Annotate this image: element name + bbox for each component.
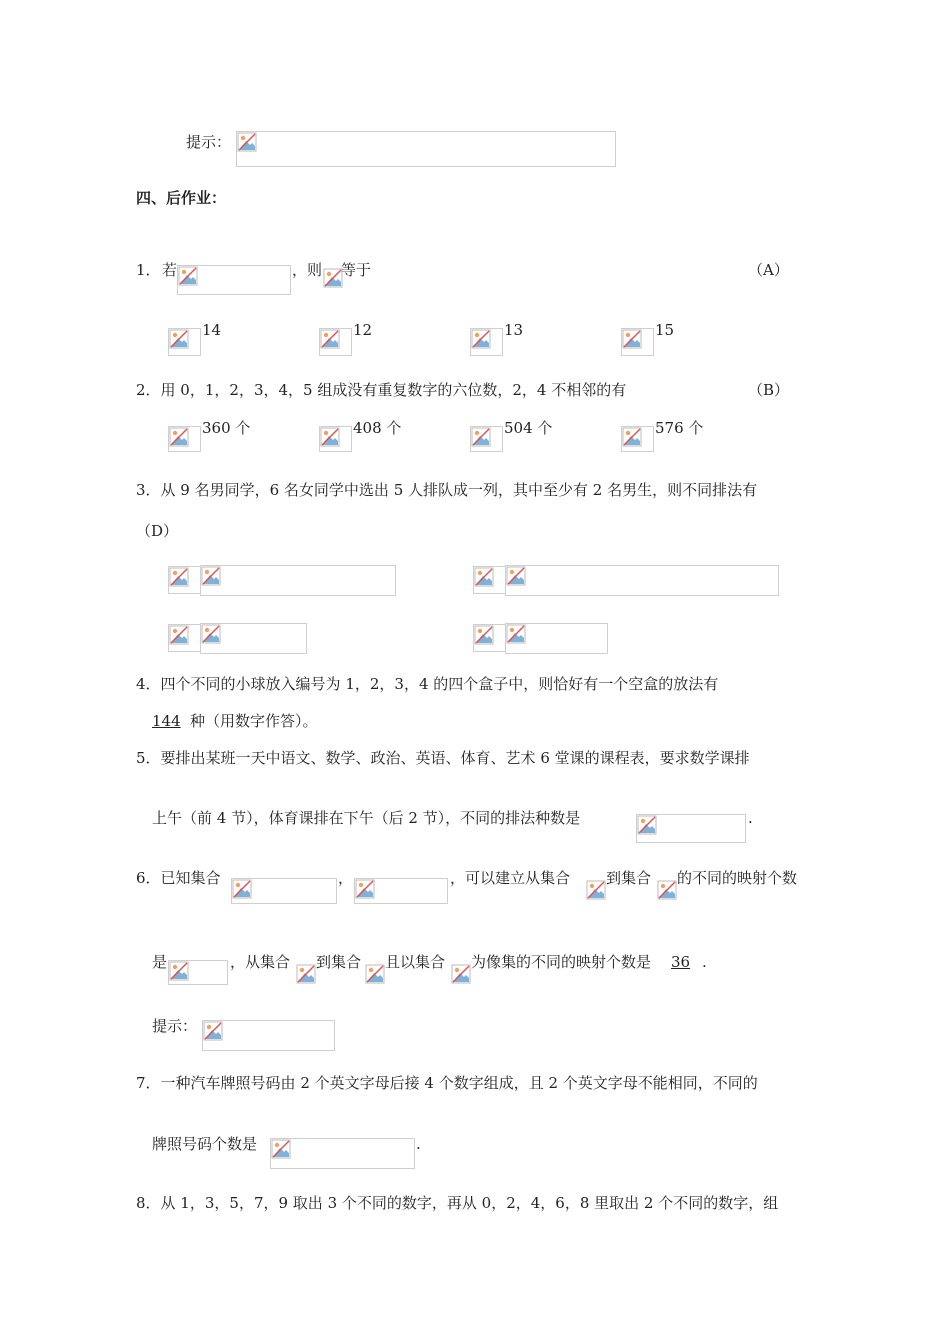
q5-dot: . bbox=[748, 809, 753, 827]
formula-image bbox=[168, 960, 228, 985]
broken-image-icon bbox=[203, 1021, 223, 1041]
formula-image bbox=[323, 268, 341, 288]
q1-number: 1． bbox=[136, 261, 161, 279]
q6-text-b: ，可以建立从集合 bbox=[450, 869, 571, 887]
broken-image-icon bbox=[637, 815, 657, 835]
formula-image bbox=[200, 565, 396, 596]
q5-line2: 上午（前 4 节），体育课排在下午（后 2 节），不同的排法种数是 bbox=[152, 809, 581, 827]
q1-option-c: 13 bbox=[504, 321, 524, 339]
broken-image-icon bbox=[320, 427, 340, 447]
q2-option-b: 408 个 bbox=[353, 419, 402, 437]
q2-option-a: 360 个 bbox=[202, 419, 251, 437]
formula-image bbox=[586, 880, 606, 902]
q5-line1: 5．要排出某班一天中语文、数学、政治、英语、体育、艺术 6 堂课的课程表，要求数学课排 bbox=[136, 749, 750, 767]
broken-image-icon bbox=[474, 567, 494, 587]
q4-tail: 种（用数字作答）。 bbox=[190, 712, 318, 730]
q1-text-c: 等于 bbox=[341, 261, 372, 279]
broken-image-icon bbox=[474, 625, 494, 645]
broken-image-icon bbox=[169, 329, 189, 349]
q6-text-c: 到集合 bbox=[606, 869, 652, 887]
q6-dot: . bbox=[702, 953, 707, 971]
option-image bbox=[168, 426, 201, 452]
broken-image-icon bbox=[169, 961, 189, 981]
hint-label: 提示： bbox=[152, 1017, 198, 1035]
hint-label: 提示： bbox=[186, 133, 232, 151]
formula-image bbox=[177, 265, 291, 295]
broken-image-icon bbox=[201, 624, 221, 644]
option-image bbox=[168, 566, 201, 594]
q7-dot: . bbox=[416, 1135, 421, 1153]
broken-image-icon bbox=[365, 964, 385, 984]
formula-image bbox=[200, 623, 307, 654]
q3-line2: （D） bbox=[136, 522, 179, 540]
section-heading: 四、后作业： bbox=[136, 189, 227, 207]
formula-image bbox=[296, 964, 316, 986]
option-image bbox=[470, 426, 503, 452]
q6-text-a: 6．已知集合 bbox=[136, 869, 221, 887]
option-image bbox=[621, 328, 654, 356]
q1-text-a: 若 bbox=[162, 261, 178, 279]
broken-image-icon bbox=[169, 567, 189, 587]
broken-image-icon bbox=[296, 964, 316, 984]
q2-option-d: 576 个 bbox=[655, 419, 704, 437]
q1-option-a: 14 bbox=[202, 321, 222, 339]
broken-image-icon bbox=[320, 329, 340, 349]
broken-image-icon bbox=[622, 427, 642, 447]
broken-image-icon bbox=[451, 964, 471, 984]
q2-answer: （B） bbox=[748, 381, 790, 399]
q4-line1: 4．四个不同的小球放入编号为 1，2，3，4 的四个盒子中，则恰好有一个空盒的放法有 bbox=[136, 675, 719, 693]
q6-text-g: 到集合 bbox=[316, 953, 362, 971]
broken-image-icon bbox=[657, 880, 677, 900]
q7-line2: 牌照号码个数是 bbox=[152, 1135, 258, 1153]
formula-image bbox=[505, 623, 608, 654]
formula-image bbox=[451, 964, 471, 986]
q2-text: 2．用 0，1，2，3，4，5 组成没有重复数字的六位数，2，4 不相邻的有 bbox=[136, 381, 627, 399]
option-image bbox=[168, 624, 201, 652]
broken-image-icon bbox=[506, 624, 526, 644]
option-image bbox=[621, 426, 654, 452]
q6-answer-blank: 36 bbox=[671, 953, 691, 971]
formula-image bbox=[236, 131, 616, 167]
broken-image-icon bbox=[271, 1139, 291, 1159]
broken-image-icon bbox=[237, 132, 257, 152]
broken-image-icon bbox=[471, 329, 491, 349]
broken-image-icon bbox=[586, 880, 606, 900]
broken-image-icon bbox=[622, 329, 642, 349]
q8-line1: 8．从 1，3，5，7，9 取出 3 个不同的数字，再从 0，2，4，6，8 里取出 2 个不同的数字，组 bbox=[136, 1194, 779, 1212]
broken-image-icon bbox=[178, 266, 198, 286]
formula-image bbox=[231, 878, 337, 904]
formula-image bbox=[270, 1138, 415, 1169]
q6-comma: ， bbox=[338, 869, 354, 887]
q1-option-d: 15 bbox=[655, 321, 675, 339]
option-image bbox=[319, 328, 352, 356]
q3-line1: 3．从 9 名男同学，6 名女同学中选出 5 人排队成一列，其中至少有 2 名男生，则不同排法有 bbox=[136, 481, 758, 499]
formula-image bbox=[505, 565, 779, 596]
q7-line1: 7．一种汽车牌照号码由 2 个英文字母后接 4 个数字组成，且 2 个英文字母不能相同，不同的 bbox=[136, 1074, 758, 1092]
formula-image bbox=[354, 878, 448, 904]
option-image bbox=[168, 328, 201, 356]
formula-image bbox=[365, 964, 385, 986]
option-image bbox=[473, 624, 506, 652]
broken-image-icon bbox=[323, 268, 343, 288]
option-image bbox=[473, 566, 506, 594]
q1-option-b: 12 bbox=[353, 321, 373, 339]
q1-text-b: ，则 bbox=[292, 261, 323, 279]
broken-image-icon bbox=[355, 879, 375, 899]
broken-image-icon bbox=[201, 566, 221, 586]
q6-text-d: 的不同的映射个数 bbox=[677, 869, 798, 887]
formula-image bbox=[657, 880, 677, 902]
q6-text-e: 是 bbox=[152, 953, 168, 971]
broken-image-icon bbox=[169, 625, 189, 645]
q6-text-i: 为像集的不同的映射个数是 bbox=[471, 953, 652, 971]
broken-image-icon bbox=[506, 566, 526, 586]
broken-image-icon bbox=[169, 427, 189, 447]
q6-text-f: ，从集合 bbox=[230, 953, 291, 971]
formula-image bbox=[202, 1020, 335, 1051]
option-image bbox=[470, 328, 503, 356]
q6-text-h: 且以集合 bbox=[385, 953, 446, 971]
formula-image bbox=[636, 814, 746, 843]
q4-answer-blank: 144 bbox=[152, 712, 181, 730]
option-image bbox=[319, 426, 352, 452]
q1-answer: （A） bbox=[748, 261, 789, 279]
broken-image-icon bbox=[232, 879, 252, 899]
broken-image-icon bbox=[471, 427, 491, 447]
q2-option-c: 504 个 bbox=[504, 419, 553, 437]
